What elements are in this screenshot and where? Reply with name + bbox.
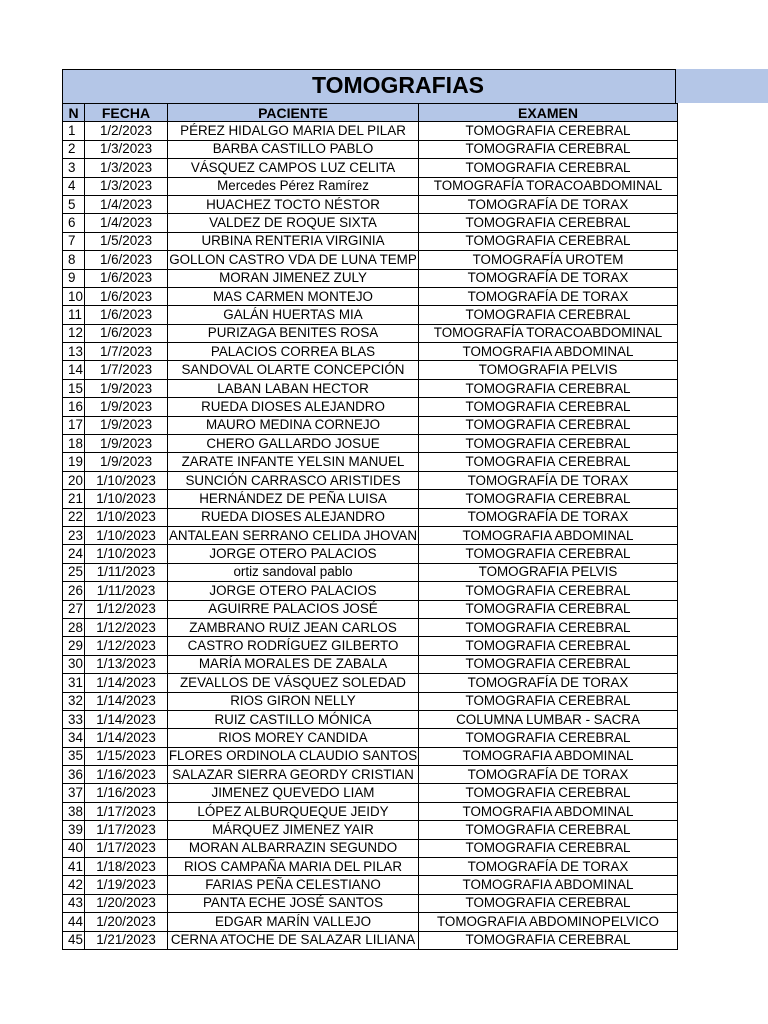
table-row xyxy=(63,214,678,232)
exam-cell[interactable]: TOMOGRAFIA ABDOMINAL xyxy=(419,802,678,820)
sheet-title: TOMOGRAFIAS xyxy=(311,72,485,98)
exam-cell[interactable]: TOMOGRAFÍA DE TORAX xyxy=(419,471,678,489)
date-cell[interactable]: 1/19/2023 xyxy=(85,876,168,894)
date-cell[interactable]: 1/7/2023 xyxy=(85,343,168,361)
date-cell[interactable]: 1/14/2023 xyxy=(85,710,168,728)
patient-cell[interactable]: RIOS CAMPAÑA MARIA DEL PILAR xyxy=(168,858,419,876)
exam-cell[interactable]: TOMOGRAFIA CEREBRAL xyxy=(419,655,678,673)
row-number-cell[interactable]: 14 xyxy=(63,361,85,379)
table-row xyxy=(63,490,678,508)
date-cell[interactable]: 1/6/2023 xyxy=(85,324,168,342)
patient-cell[interactable]: RUEDA DIOSES ALEJANDRO xyxy=(168,508,419,526)
patient-cell[interactable]: JORGE OTERO PALACIOS xyxy=(168,545,419,563)
patient-cell[interactable]: GALÁN HUERTAS MIA xyxy=(168,306,419,324)
date-cell[interactable]: 1/12/2023 xyxy=(85,600,168,618)
table-row xyxy=(63,361,678,379)
date-cell[interactable]: 1/13/2023 xyxy=(85,655,168,673)
row-number-cell[interactable]: 33 xyxy=(63,710,85,728)
date-cell[interactable]: 1/5/2023 xyxy=(85,232,168,250)
row-number-cell[interactable]: 31 xyxy=(63,674,85,692)
exam-cell[interactable]: COLUMNA LUMBAR - SACRA xyxy=(419,710,678,728)
date-cell[interactable]: 1/10/2023 xyxy=(85,545,168,563)
patient-cell[interactable]: VALDEZ DE ROQUE SIXTA xyxy=(168,214,419,232)
row-number-cell[interactable]: 29 xyxy=(63,637,85,655)
row-number-cell[interactable]: 45 xyxy=(63,931,85,949)
table-row xyxy=(63,287,678,305)
date-cell[interactable]: 1/9/2023 xyxy=(85,453,168,471)
date-cell[interactable]: 1/14/2023 xyxy=(85,692,168,710)
date-cell[interactable]: 1/17/2023 xyxy=(85,821,168,839)
patient-cell[interactable]: ortiz sandoval pablo xyxy=(168,563,419,581)
table-row xyxy=(63,343,678,361)
exam-cell[interactable]: TOMOGRAFIA CEREBRAL xyxy=(419,821,678,839)
row-number-cell[interactable]: 37 xyxy=(63,784,85,802)
exam-cell[interactable]: TOMOGRAFIA CEREBRAL xyxy=(419,784,678,802)
patient-cell[interactable]: CERNA ATOCHE DE SALAZAR LILIANA xyxy=(168,931,419,949)
date-cell[interactable]: 1/3/2023 xyxy=(85,159,168,177)
exam-cell[interactable]: TOMOGRAFÍA TORACOABDOMINAL xyxy=(419,177,678,195)
table-row xyxy=(63,453,678,471)
table-row xyxy=(63,931,678,949)
table-row xyxy=(63,251,678,269)
table-row xyxy=(63,894,678,912)
table-row xyxy=(63,618,678,636)
patient-cell[interactable]: RUEDA DIOSES ALEJANDRO xyxy=(168,398,419,416)
row-number-cell[interactable]: 21 xyxy=(63,490,85,508)
row-number-cell[interactable]: 32 xyxy=(63,692,85,710)
patient-cell[interactable]: SANDOVAL OLARTE CONCEPCIÓN xyxy=(168,361,419,379)
row-number-cell[interactable]: 10 xyxy=(63,287,85,305)
exam-cell[interactable]: TOMOGRAFIA CEREBRAL xyxy=(419,582,678,600)
row-number-cell[interactable]: 36 xyxy=(63,766,85,784)
table-row xyxy=(63,821,678,839)
row-number-cell[interactable]: 22 xyxy=(63,508,85,526)
exam-cell[interactable]: TOMOGRAFIA CEREBRAL xyxy=(419,453,678,471)
row-number-cell[interactable]: 28 xyxy=(63,618,85,636)
exam-cell[interactable]: TOMOGRAFIA CEREBRAL xyxy=(419,839,678,857)
exam-cell[interactable]: TOMOGRAFIA CEREBRAL xyxy=(419,435,678,453)
exam-cell[interactable]: TOMOGRAFIA CEREBRAL xyxy=(419,545,678,563)
exam-cell[interactable]: TOMOGRAFIA CEREBRAL xyxy=(419,490,678,508)
column-header-n[interactable]: N xyxy=(63,104,85,122)
patient-cell[interactable]: RIOS GIRON NELLY xyxy=(168,692,419,710)
date-cell[interactable]: 1/16/2023 xyxy=(85,766,168,784)
patient-cell[interactable]: LABAN LABAN HECTOR xyxy=(168,379,419,397)
exam-cell[interactable]: TOMOGRAFIA PELVIS xyxy=(419,361,678,379)
patient-cell[interactable]: MÁRQUEZ JIMENEZ YAIR xyxy=(168,821,419,839)
date-cell[interactable]: 1/7/2023 xyxy=(85,361,168,379)
patient-cell[interactable]: SUNCIÓN CARRASCO ARISTIDES xyxy=(168,471,419,489)
date-cell[interactable]: 1/15/2023 xyxy=(85,747,168,765)
exam-cell[interactable]: TOMOGRAFÍA DE TORAX xyxy=(419,674,678,692)
patient-cell[interactable]: URBINA RENTERIA VIRGINIA xyxy=(168,232,419,250)
patient-cell[interactable]: Mercedes Pérez Ramírez xyxy=(168,177,419,195)
patient-cell[interactable]: AGUIRRE PALACIOS JOSÉ xyxy=(168,600,419,618)
row-number-cell[interactable]: 18 xyxy=(63,435,85,453)
exam-cell[interactable]: TOMOGRAFÍA DE TORAX xyxy=(419,858,678,876)
exam-cell[interactable]: TOMOGRAFÍA DE TORAX xyxy=(419,766,678,784)
exam-cell[interactable]: TOMOGRAFIA CEREBRAL xyxy=(419,729,678,747)
exam-cell[interactable]: TOMOGRAFIA ABDOMINAL xyxy=(419,343,678,361)
exam-cell[interactable]: TOMOGRAFIA CEREBRAL xyxy=(419,140,678,158)
table-row xyxy=(63,747,678,765)
date-cell[interactable]: 1/9/2023 xyxy=(85,379,168,397)
table-row xyxy=(63,306,678,324)
table-row xyxy=(63,674,678,692)
date-cell[interactable]: 1/6/2023 xyxy=(85,251,168,269)
table-row xyxy=(63,122,678,140)
date-cell[interactable]: 1/9/2023 xyxy=(85,398,168,416)
date-cell[interactable]: 1/10/2023 xyxy=(85,526,168,544)
patient-cell[interactable]: LÓPEZ ALBURQUEQUE JEIDY xyxy=(168,802,419,820)
exam-cell[interactable]: TOMOGRAFIA CEREBRAL xyxy=(419,122,678,140)
row-number-cell[interactable]: 41 xyxy=(63,858,85,876)
table-row xyxy=(63,655,678,673)
table-row xyxy=(63,195,678,213)
patient-cell[interactable]: GOLLON CASTRO VDA DE LUNA TEMP xyxy=(168,251,419,269)
table-row xyxy=(63,729,678,747)
date-cell[interactable]: 1/20/2023 xyxy=(85,894,168,912)
exam-cell[interactable]: TOMOGRAFIA CEREBRAL xyxy=(419,159,678,177)
exam-cell[interactable]: TOMOGRAFÍA DE TORAX xyxy=(419,508,678,526)
row-number-cell[interactable]: 2 xyxy=(63,140,85,158)
patient-cell[interactable]: MARÍA MORALES DE ZABALA xyxy=(168,655,419,673)
row-number-cell[interactable]: 11 xyxy=(63,306,85,324)
row-number-cell[interactable]: 13 xyxy=(63,343,85,361)
row-number-cell[interactable]: 4 xyxy=(63,177,85,195)
date-cell[interactable]: 1/17/2023 xyxy=(85,802,168,820)
date-cell[interactable]: 1/10/2023 xyxy=(85,471,168,489)
exam-cell[interactable]: TOMOGRAFÍA DE TORAX xyxy=(419,287,678,305)
date-cell[interactable]: 1/12/2023 xyxy=(85,637,168,655)
row-number-cell[interactable]: 7 xyxy=(63,232,85,250)
date-cell[interactable]: 1/6/2023 xyxy=(85,269,168,287)
table-row xyxy=(63,692,678,710)
exam-cell[interactable]: TOMOGRAFIA PELVIS xyxy=(419,563,678,581)
table-row xyxy=(63,159,678,177)
patient-cell[interactable]: PÉREZ HIDALGO MARIA DEL PILAR xyxy=(168,122,419,140)
table-row xyxy=(63,858,678,876)
date-cell[interactable]: 1/3/2023 xyxy=(85,140,168,158)
patient-cell[interactable]: PALACIOS CORREA BLAS xyxy=(168,343,419,361)
row-number-cell[interactable]: 23 xyxy=(63,526,85,544)
table-row xyxy=(63,269,678,287)
row-number-cell[interactable]: 17 xyxy=(63,416,85,434)
patient-cell[interactable]: ZEVALLOS DE VÁSQUEZ SOLEDAD xyxy=(168,674,419,692)
row-number-cell[interactable]: 9 xyxy=(63,269,85,287)
exam-cell[interactable]: TOMOGRAFIA ABDOMINOPELVICO xyxy=(419,913,678,931)
date-cell[interactable]: 1/10/2023 xyxy=(85,508,168,526)
table-row xyxy=(63,416,678,434)
row-number-cell[interactable]: 30 xyxy=(63,655,85,673)
table-row xyxy=(63,582,678,600)
date-cell[interactable]: 1/14/2023 xyxy=(85,674,168,692)
exam-cell[interactable]: TOMOGRAFÍA UROTEM xyxy=(419,251,678,269)
date-cell[interactable]: 1/21/2023 xyxy=(85,931,168,949)
date-cell[interactable]: 1/12/2023 xyxy=(85,618,168,636)
patient-cell[interactable]: MAURO MEDINA CORNEJO xyxy=(168,416,419,434)
row-number-cell[interactable]: 42 xyxy=(63,876,85,894)
exam-cell[interactable]: TOMOGRAFIA CEREBRAL xyxy=(419,618,678,636)
row-number-cell[interactable]: 12 xyxy=(63,324,85,342)
exam-cell[interactable]: TOMOGRAFIA CEREBRAL xyxy=(419,600,678,618)
table-row xyxy=(63,600,678,618)
patient-cell[interactable]: BARBA CASTILLO PABLO xyxy=(168,140,419,158)
row-number-cell[interactable]: 25 xyxy=(63,563,85,581)
table-row xyxy=(63,710,678,728)
exam-cell[interactable]: TOMOGRAFIA CEREBRAL xyxy=(419,894,678,912)
table-row xyxy=(63,802,678,820)
exam-cell[interactable]: TOMOGRAFIA CEREBRAL xyxy=(419,214,678,232)
row-number-cell[interactable]: 15 xyxy=(63,379,85,397)
table-row xyxy=(63,140,678,158)
patient-cell[interactable]: MORAN JIMENEZ ZULY xyxy=(168,269,419,287)
table-row xyxy=(63,324,678,342)
table-row xyxy=(63,766,678,784)
date-cell[interactable]: 1/10/2023 xyxy=(85,490,168,508)
table-row xyxy=(63,508,678,526)
patient-cell[interactable]: ZARATE INFANTE YELSIN MANUEL xyxy=(168,453,419,471)
row-number-cell[interactable]: 20 xyxy=(63,471,85,489)
date-cell[interactable]: 1/6/2023 xyxy=(85,306,168,324)
exam-cell[interactable]: TOMOGRAFIA CEREBRAL xyxy=(419,232,678,250)
table-row xyxy=(63,435,678,453)
patient-cell[interactable]: EDGAR MARÍN VALLEJO xyxy=(168,913,419,931)
patient-cell[interactable]: FARIAS PEÑA CELESTIANO xyxy=(168,876,419,894)
row-number-cell[interactable]: 19 xyxy=(63,453,85,471)
tomografias-table xyxy=(62,103,678,950)
exam-cell[interactable]: TOMOGRAFÍA DE TORAX xyxy=(419,195,678,213)
column-header-paciente[interactable]: PACIENTE xyxy=(168,104,419,122)
exam-cell[interactable]: TOMOGRAFIA ABDOMINAL xyxy=(419,747,678,765)
patient-cell[interactable]: SALAZAR SIERRA GEORDY CRISTIAN xyxy=(168,766,419,784)
exam-cell[interactable]: TOMOGRAFIA CEREBRAL xyxy=(419,416,678,434)
patient-cell[interactable]: FLORES ORDINOLA CLAUDIO SANTOS xyxy=(168,747,419,765)
row-number-cell[interactable]: 16 xyxy=(63,398,85,416)
row-number-cell[interactable]: 34 xyxy=(63,729,85,747)
row-number-cell[interactable]: 43 xyxy=(63,894,85,912)
row-number-cell[interactable]: 44 xyxy=(63,913,85,931)
patient-cell[interactable]: ANTALEAN SERRANO CELIDA JHOVAN xyxy=(168,526,419,544)
exam-cell[interactable]: TOMOGRAFIA CEREBRAL xyxy=(419,692,678,710)
date-cell[interactable]: 1/6/2023 xyxy=(85,287,168,305)
table-row xyxy=(63,379,678,397)
patient-cell[interactable]: MORAN ALBARRAZIN SEGUNDO xyxy=(168,839,419,857)
header-row xyxy=(63,104,678,122)
table-row xyxy=(63,177,678,195)
row-number-cell[interactable]: 5 xyxy=(63,195,85,213)
date-cell[interactable]: 1/18/2023 xyxy=(85,858,168,876)
patient-cell[interactable]: VÁSQUEZ CAMPOS LUZ CELITA xyxy=(168,159,419,177)
patient-cell[interactable]: RIOS MOREY CANDIDA xyxy=(168,729,419,747)
row-number-cell[interactable]: 8 xyxy=(63,251,85,269)
patient-cell[interactable]: CHERO GALLARDO JOSUE xyxy=(168,435,419,453)
table-row xyxy=(63,563,678,581)
patient-cell[interactable]: ZAMBRANO RUIZ JEAN CARLOS xyxy=(168,618,419,636)
date-cell[interactable]: 1/16/2023 xyxy=(85,784,168,802)
table-row xyxy=(63,232,678,250)
patient-cell[interactable]: JIMENEZ QUEVEDO LIAM xyxy=(168,784,419,802)
table-row xyxy=(63,784,678,802)
date-cell[interactable]: 1/11/2023 xyxy=(85,563,168,581)
table-row xyxy=(63,913,678,931)
column-header-examen[interactable]: EXAMEN xyxy=(419,104,678,122)
patient-cell[interactable]: HERNÁNDEZ DE PEÑA LUISA xyxy=(168,490,419,508)
exam-cell[interactable]: TOMOGRAFÍA DE TORAX xyxy=(419,269,678,287)
date-cell[interactable]: 1/2/2023 xyxy=(85,122,168,140)
date-cell[interactable]: 1/17/2023 xyxy=(85,839,168,857)
patient-cell[interactable]: PURIZAGA BENITES ROSA xyxy=(168,324,419,342)
date-cell[interactable]: 1/11/2023 xyxy=(85,582,168,600)
table-row xyxy=(63,526,678,544)
column-header-fecha[interactable]: FECHA xyxy=(85,104,168,122)
patient-cell[interactable]: RUIZ CASTILLO MÓNICA xyxy=(168,710,419,728)
row-number-cell[interactable]: 38 xyxy=(63,802,85,820)
date-cell[interactable]: 1/9/2023 xyxy=(85,416,168,434)
date-cell[interactable]: 1/3/2023 xyxy=(85,177,168,195)
row-number-cell[interactable]: 35 xyxy=(63,747,85,765)
exam-cell[interactable]: TOMOGRAFIA CEREBRAL xyxy=(419,379,678,397)
row-number-cell[interactable]: 39 xyxy=(63,821,85,839)
row-number-cell[interactable]: 24 xyxy=(63,545,85,563)
exam-cell[interactable]: TOMOGRAFIA CEREBRAL xyxy=(419,398,678,416)
table-row xyxy=(63,471,678,489)
patient-cell[interactable]: HUACHEZ TOCTO NÉSTOR xyxy=(168,195,419,213)
row-number-cell[interactable]: 40 xyxy=(63,839,85,857)
table-row xyxy=(63,545,678,563)
date-cell[interactable]: 1/9/2023 xyxy=(85,435,168,453)
exam-cell[interactable]: TOMOGRAFÍA TORACOABDOMINAL xyxy=(419,324,678,342)
date-cell[interactable]: 1/14/2023 xyxy=(85,729,168,747)
row-number-cell[interactable]: 3 xyxy=(63,159,85,177)
table-row xyxy=(63,398,678,416)
date-cell[interactable]: 1/20/2023 xyxy=(85,913,168,931)
exam-cell[interactable]: TOMOGRAFIA CEREBRAL xyxy=(419,931,678,949)
date-cell[interactable]: 1/4/2023 xyxy=(85,214,168,232)
table-row xyxy=(63,839,678,857)
row-number-cell[interactable]: 6 xyxy=(63,214,85,232)
title-cell xyxy=(62,69,676,103)
exam-cell[interactable]: TOMOGRAFIA ABDOMINAL xyxy=(419,526,678,544)
patient-cell[interactable]: JORGE OTERO PALACIOS xyxy=(168,582,419,600)
exam-cell[interactable]: TOMOGRAFIA ABDOMINAL xyxy=(419,876,678,894)
patient-cell[interactable]: CASTRO RODRÍGUEZ GILBERTO xyxy=(168,637,419,655)
patient-cell[interactable]: PANTA ECHE JOSÉ SANTOS xyxy=(168,894,419,912)
table-row xyxy=(63,876,678,894)
row-number-cell[interactable]: 26 xyxy=(63,582,85,600)
patient-cell[interactable]: MAS CARMEN MONTEJO xyxy=(168,287,419,305)
row-number-cell[interactable]: 27 xyxy=(63,600,85,618)
row-number-cell[interactable]: 1 xyxy=(63,122,85,140)
exam-cell[interactable]: TOMOGRAFIA CEREBRAL xyxy=(419,306,678,324)
table-row xyxy=(63,637,678,655)
date-cell[interactable]: 1/4/2023 xyxy=(85,195,168,213)
exam-cell[interactable]: TOMOGRAFIA CEREBRAL xyxy=(419,637,678,655)
